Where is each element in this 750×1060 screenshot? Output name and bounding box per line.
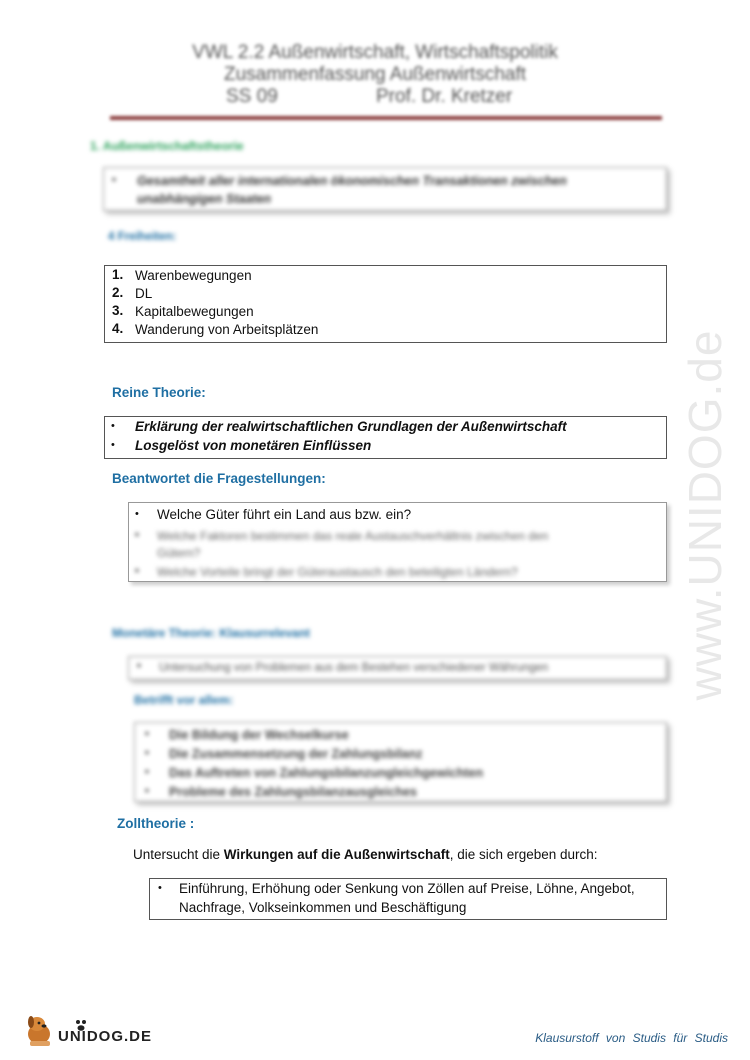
list-item: Untersuchung von Problemen aus dem Bestehen verschiedener Währungen [159,662,549,674]
reine-theorie-heading: Reine Theorie: [112,385,206,400]
list-item: Die Zusammensetzung der Zahlungsbilanz [169,747,423,761]
list-item: DL [135,286,153,301]
bullet-icon: • [111,439,115,451]
title-line-2: Zusammenfassung Außenwirtschaft [223,64,527,85]
bullet-icon: • [135,529,139,541]
list-number: 1. [112,267,124,282]
fragestellungen-box [128,502,667,582]
blurred-content [129,525,668,583]
monetaere-box [128,656,667,680]
definition-line-1: Gesamtheit aller internationalen ökonomischen Transaktionen zwischen [137,174,567,188]
betrifft-heading: Betrifft vor allem: [134,693,234,707]
bullet-icon: • [145,766,149,778]
title-line-1: VWL 2.2 Außenwirtschaft, Wirtschaftspolitik [192,42,558,63]
list-item: Das Auftreten von Zahlungsbilanzungleichgewichten [169,766,484,780]
freiheiten-list [104,265,667,343]
bullet-icon: • [145,785,149,797]
monetaere-theorie-heading: Monetäre Theorie: Klausurrelevant [112,626,311,640]
header-rule [110,116,662,120]
zolltheorie-box [149,878,667,920]
list-number: 4. [112,321,124,336]
section-heading-aussenwirtschaftstheorie: 1. Außenwirtschaftstheorie [90,139,244,153]
bullet-icon: • [112,174,116,186]
title-line-3 [0,86,750,108]
bullet-icon: • [135,565,139,577]
list-item: Losgelöst von monetären Einflüssen [135,438,372,453]
bullet-icon: • [145,747,149,759]
list-item: Kapitalbewegungen [135,304,254,319]
list-number: 2. [112,285,124,300]
list-item: Die Bildung der Wechselkurse [169,728,349,742]
watermark: www.UNIDOG.de [679,329,731,701]
dog-icon [22,1012,58,1048]
list-item: Gütern? [157,546,201,560]
freiheiten-heading: 4 Freiheiten: [108,231,177,243]
fragestellungen-heading: Beantwortet die Fragestellungen: [112,471,326,486]
bullet-icon: • [135,508,139,520]
list-item: Warenbewegungen [135,268,252,283]
zolltheorie-intro [133,847,598,862]
zolltheorie-heading: Zolltheorie : [117,816,195,831]
unidog-logo [22,1012,182,1048]
list-item-line-1: Einführung, Erhöhung oder Senkung von Zöllen auf Preise, Löhne, Angebot, [179,881,635,896]
betrifft-box [134,722,667,802]
list-item: Wanderung von Arbeitsplätzen [135,322,319,337]
list-number: 3. [112,303,124,318]
list-item-line-2: Nachfrage, Volkseinkommen und Beschäftigung [179,900,467,915]
footer-tagline: Klausurstoff von Studis für Studis [535,1031,728,1045]
bullet-icon: • [158,882,162,894]
list-item: Welche Faktoren bestimmen das reale Austauschverhältnis zwischen den [157,529,549,543]
bullet-icon: • [145,728,149,740]
definition-box [103,167,667,211]
intro-text: Untersucht die [133,847,224,862]
reine-theorie-box [104,416,667,459]
intro-text-end: , die sich ergeben durch: [449,847,598,862]
list-item: Erklärung der realwirtschaftlichen Grundlagen der Außenwirtschaft [135,419,567,434]
professor: Prof. Dr. Kretzer [376,86,513,107]
intro-emphasis: Wirkungen auf die Außenwirtschaft [223,847,450,862]
bullet-icon: • [137,660,141,672]
document-header [0,42,750,108]
logo-text: UNIDOG.DE [58,1028,153,1045]
list-item: Welche Güter führt ein Land aus bzw. ein? [157,507,412,522]
bullet-icon: • [111,420,115,432]
list-item: Welche Vorteile bringt der Güteraustausch den beteiligten Ländern? [157,565,518,579]
definition-line-2: unabhängigen Staaten [137,192,272,206]
semester: SS 09 [226,86,278,107]
list-item: Probleme des Zahlungsbilanzausgleiches [169,785,417,799]
